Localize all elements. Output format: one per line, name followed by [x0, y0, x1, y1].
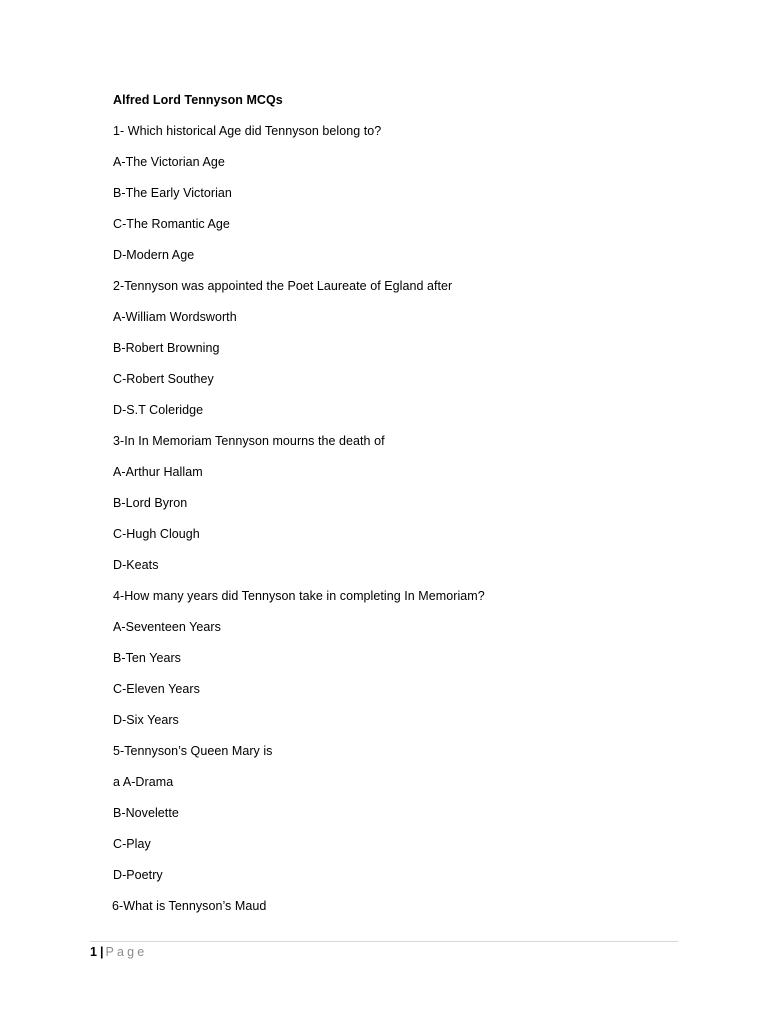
- footer-divider: [90, 941, 678, 942]
- answer-option: B-Novelette: [113, 806, 179, 820]
- page-footer: [90, 943, 147, 961]
- question-text: 6-What is Tennyson’s Maud: [112, 899, 267, 913]
- answer-option: C-The Romantic Age: [113, 217, 230, 231]
- answer-option: B-The Early Victorian: [113, 186, 232, 200]
- answer-option: A-Arthur Hallam: [113, 465, 203, 479]
- question-text: 5-Tennyson’s Queen Mary is: [113, 744, 273, 758]
- mcq-list: [113, 122, 683, 928]
- answer-option: C-Hugh Clough: [113, 527, 200, 541]
- answer-option: D-Keats: [113, 558, 159, 572]
- document-body: [113, 91, 683, 928]
- answer-option: A-The Victorian Age: [113, 155, 225, 169]
- answer-option: C-Eleven Years: [113, 682, 200, 696]
- answer-option: A-Seventeen Years: [113, 620, 221, 634]
- question-text: 3-In In Memoriam Tennyson mourns the death of: [113, 434, 385, 448]
- page-number: 1: [90, 945, 97, 959]
- document-title: Alfred Lord Tennyson MCQs: [113, 93, 283, 107]
- answer-option: C-Play: [113, 837, 151, 851]
- page-label: Page: [105, 945, 148, 959]
- footer-separator: |: [99, 945, 104, 959]
- answer-option: A-William Wordsworth: [113, 310, 237, 324]
- answer-option: D-S.T Coleridge: [113, 403, 204, 417]
- answer-option: B-Lord Byron: [113, 496, 188, 510]
- answer-option: D-Six Years: [113, 713, 179, 727]
- answer-option: B-Robert Browning: [113, 341, 220, 355]
- answer-option: C-Robert Southey: [113, 372, 214, 386]
- question-text: 4-How many years did Tennyson take in completing In Memoriam?: [113, 589, 485, 603]
- question-text: 1- Which historical Age did Tennyson belong to?: [113, 124, 382, 138]
- answer-option: a A-Drama: [113, 775, 174, 789]
- answer-option: B-Ten Years: [113, 651, 181, 665]
- question-text: 2-Tennyson was appointed the Poet Laureate of Egland after: [113, 279, 453, 293]
- answer-option: D-Poetry: [113, 868, 163, 882]
- answer-option: D-Modern Age: [113, 248, 195, 262]
